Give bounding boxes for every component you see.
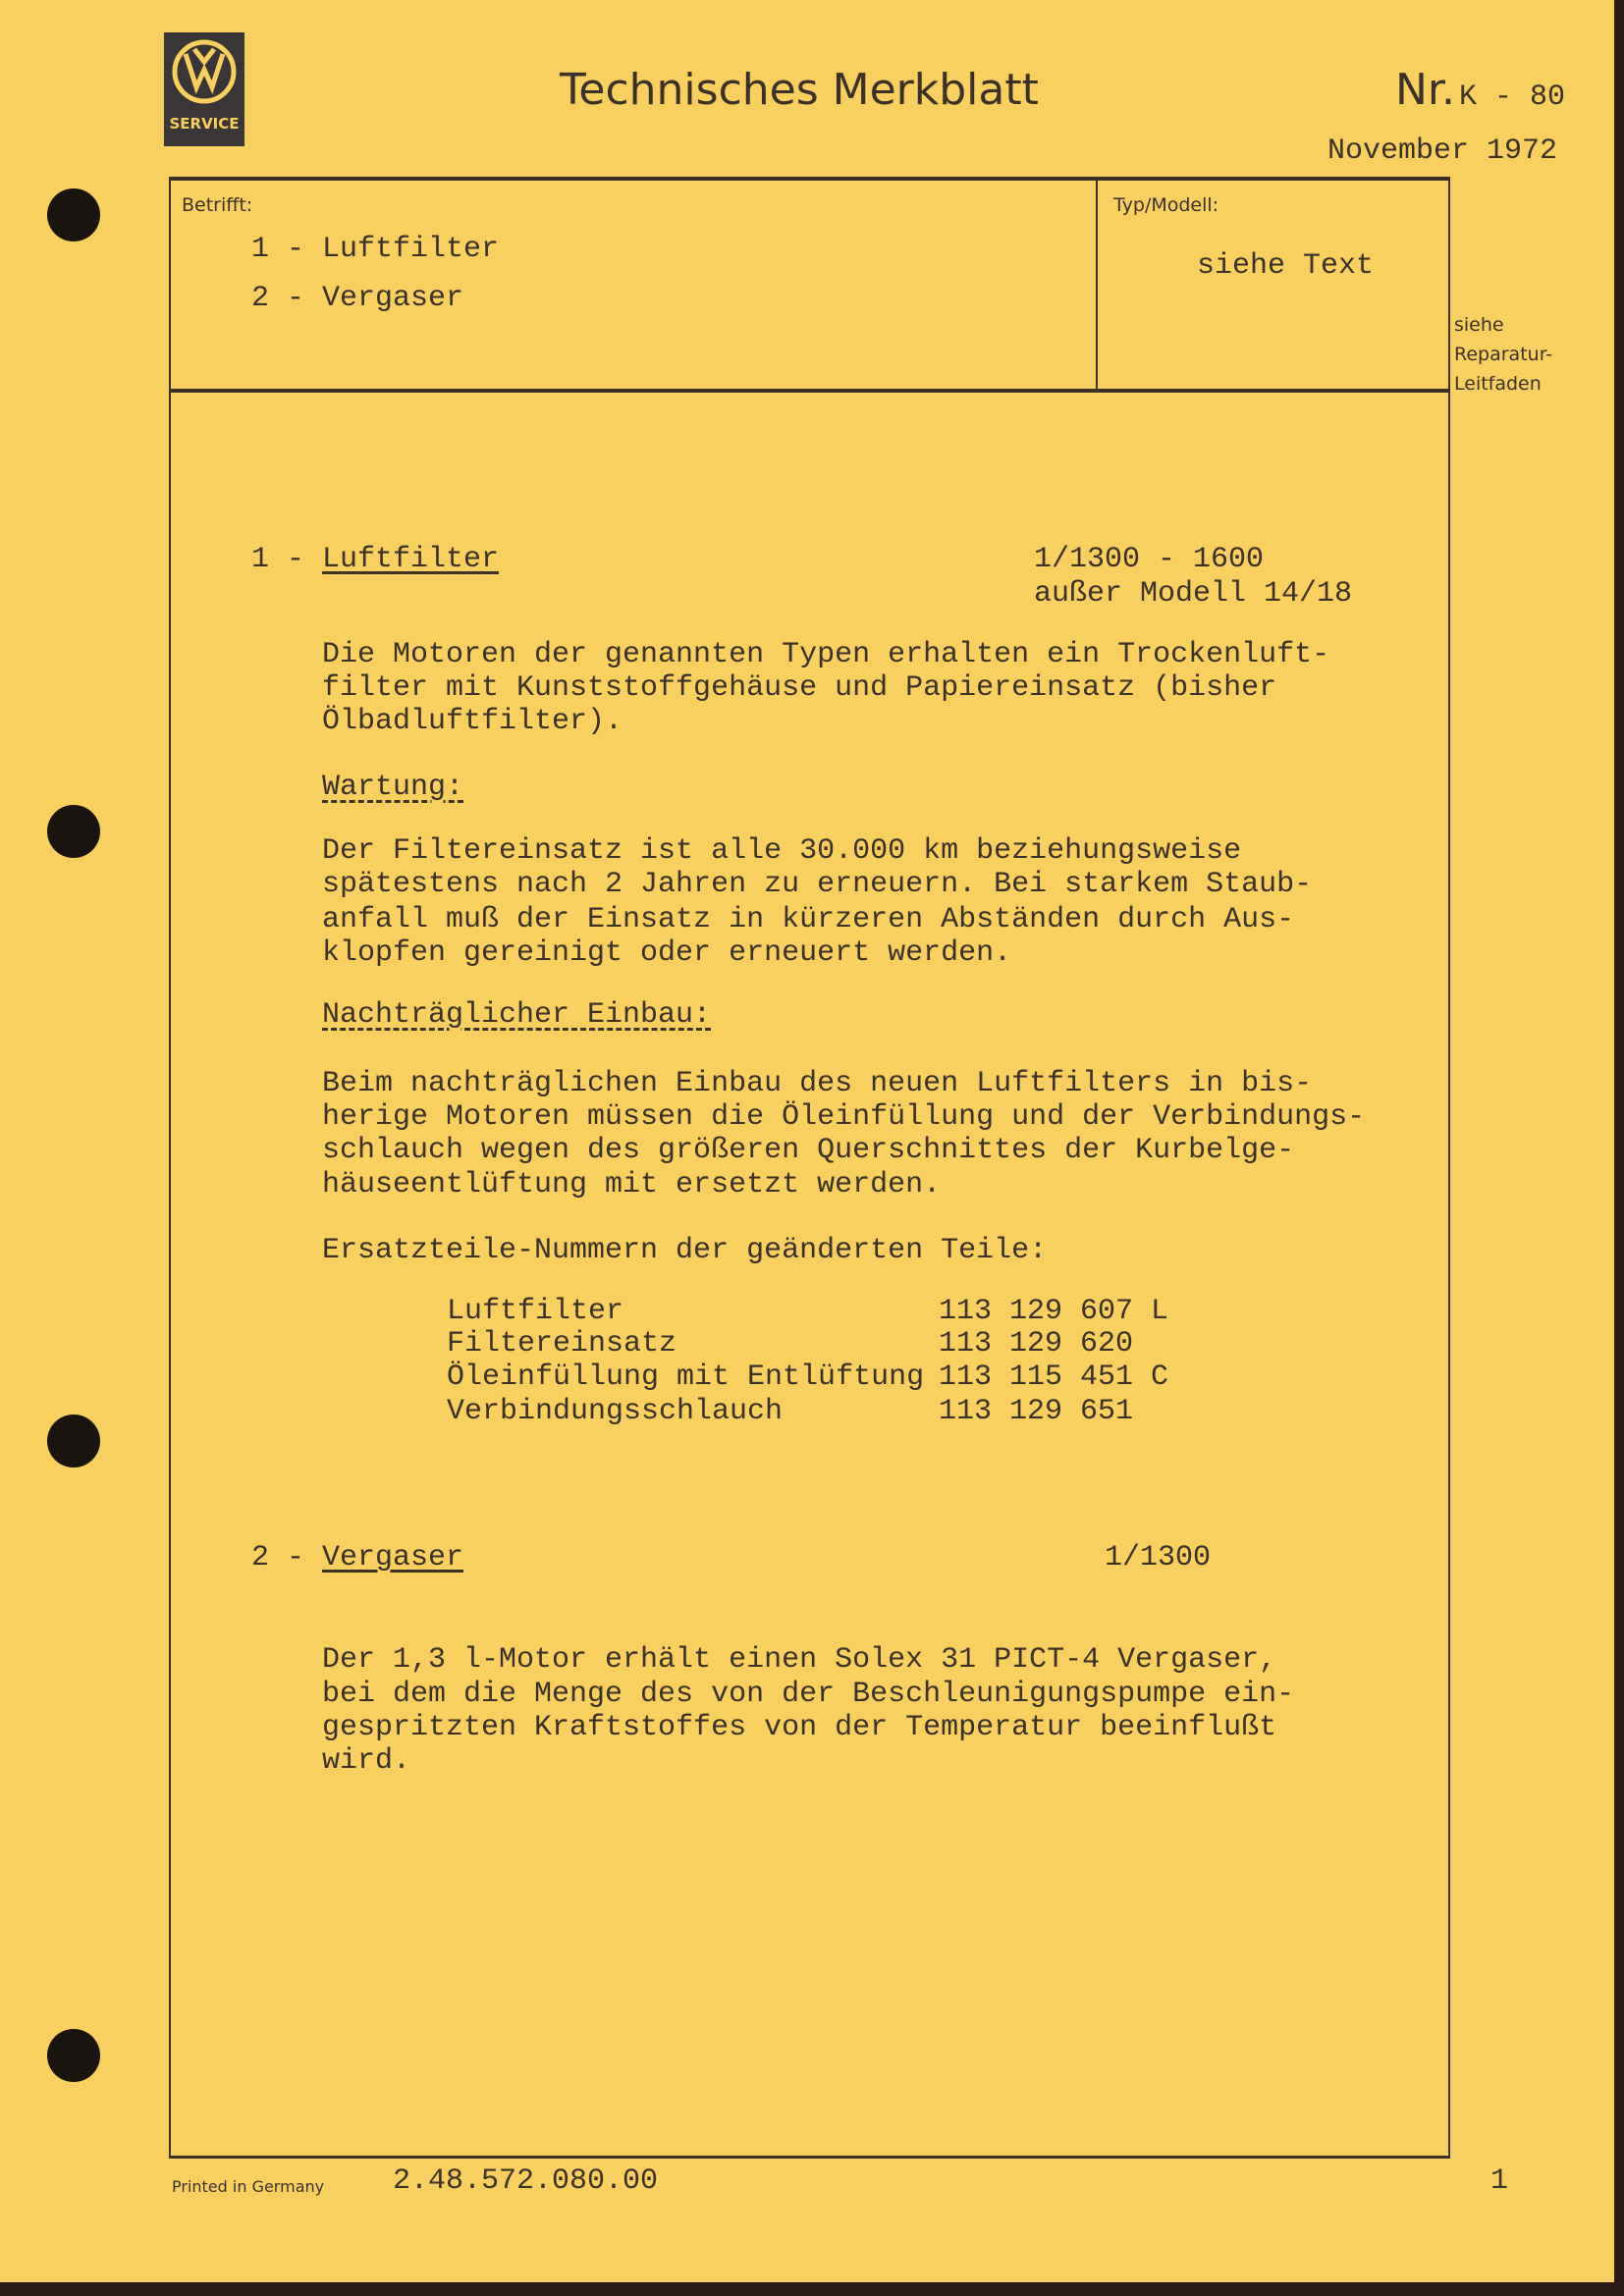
section-title: Vergaser (322, 1541, 464, 1575)
paragraph-line: anfall muß der Einsatz in kürzeren Abständen durch Aus- (322, 903, 1295, 936)
section-title: Luftfilter (322, 543, 500, 576)
nr-value: K - 80 (1458, 80, 1565, 114)
section2-models: 1/1300 (1105, 1541, 1212, 1575)
subject-label: Betrifft: (182, 194, 253, 216)
paragraph-line: Ölbadluftfilter). (322, 705, 623, 738)
document-number (1395, 65, 1565, 115)
subheading-einbau: Nachträglicher Einbau: (322, 998, 712, 1032)
subheading-wartung: Wartung: (322, 771, 464, 804)
section1-models: 1/1300 - 1600 (1034, 543, 1265, 576)
paragraph-line: Beim nachträglichen Einbau des neuen Luftfilters in bis- (322, 1067, 1313, 1100)
part-name: Filtereinsatz (447, 1327, 677, 1361)
subject-item: 1 - Luftfilter (251, 233, 500, 266)
section-number: 2 - (251, 1541, 323, 1575)
page-title: Technisches Merkblatt (560, 65, 1039, 115)
box-divider (1096, 177, 1098, 391)
side-note: siehe (1454, 314, 1504, 336)
paragraph-line: häuseentlüftung mit ersetzt werden. (322, 1168, 942, 1201)
paragraph-line: Der 1,3 l-Motor erhält einen Solex 31 PICT-4 Vergaser, (322, 1643, 1277, 1677)
paragraph-line: schlauch wegen des größeren Querschnittes der Kurbelge- (322, 1134, 1295, 1167)
paragraph-line: klopfen gereinigt oder erneuert werden. (322, 936, 1012, 970)
section1-models: außer Modell 14/18 (1034, 577, 1353, 611)
punch-hole (47, 2029, 100, 2082)
subject-item: 2 - Vergaser (251, 282, 464, 315)
logo-service-text: SERVICE (169, 115, 240, 133)
vw-emblem-icon (164, 32, 244, 111)
section2-heading (251, 1541, 463, 1575)
part-number: 113 115 451 C (939, 1361, 1169, 1394)
frame-top (169, 177, 1450, 181)
part-name: Öleinfüllung mit Entlüftung (447, 1361, 925, 1394)
paragraph-line: gespritzten Kraftstoffes von der Temperatur beeinflußt (322, 1711, 1277, 1744)
page-number: 1 (1490, 2164, 1509, 2198)
punch-hole (47, 805, 100, 858)
nr-label: Nr. (1395, 65, 1455, 115)
section1-heading (251, 543, 499, 576)
issue-date: November 1972 (1326, 134, 1557, 168)
paragraph-line: bei dem die Menge des von der Beschleunigungspumpe ein- (322, 1678, 1295, 1711)
part-number: 113 129 620 (939, 1327, 1134, 1361)
frame-left (169, 177, 171, 2158)
header-box-bottom (169, 389, 1450, 393)
punch-hole (47, 188, 100, 241)
frame-right (1448, 177, 1450, 2158)
paragraph-line: Der Filtereinsatz ist alle 30.000 km beziehungsweise (322, 834, 1242, 868)
section-number: 1 - (251, 543, 323, 576)
part-number: 113 129 651 (939, 1395, 1134, 1428)
paragraph-line: wird. (322, 1744, 411, 1778)
parts-heading: Ersatzteile-Nummern der geänderten Teile: (322, 1234, 1048, 1267)
type-label: Typ/Modell: (1113, 194, 1219, 216)
paragraph-line: filter mit Kunststoffgehäuse und Papiereinsatz (bisher (322, 671, 1277, 705)
part-name: Luftfilter (447, 1295, 624, 1328)
printed-in-germany: Printed in Germany (172, 2177, 325, 2196)
side-note: Leitfaden (1454, 373, 1542, 395)
type-value: siehe Text (1197, 249, 1375, 283)
frame-bottom (169, 2156, 1450, 2159)
punch-hole (47, 1415, 100, 1468)
vw-service-logo (164, 32, 244, 146)
side-note: Reparatur- (1454, 344, 1553, 365)
part-number: 113 129 607 L (939, 1295, 1169, 1328)
paragraph-line: herige Motoren müssen die Öleinfüllung und der Verbindungs- (322, 1100, 1366, 1134)
paragraph-line: spätestens nach 2 Jahren zu erneuern. Bei starkem Staub- (322, 868, 1313, 901)
paragraph-line: Die Motoren der genannten Typen erhalten ein Trockenluft- (322, 638, 1330, 671)
part-name: Verbindungsschlauch (447, 1395, 784, 1428)
print-code: 2.48.572.080.00 (393, 2164, 659, 2198)
